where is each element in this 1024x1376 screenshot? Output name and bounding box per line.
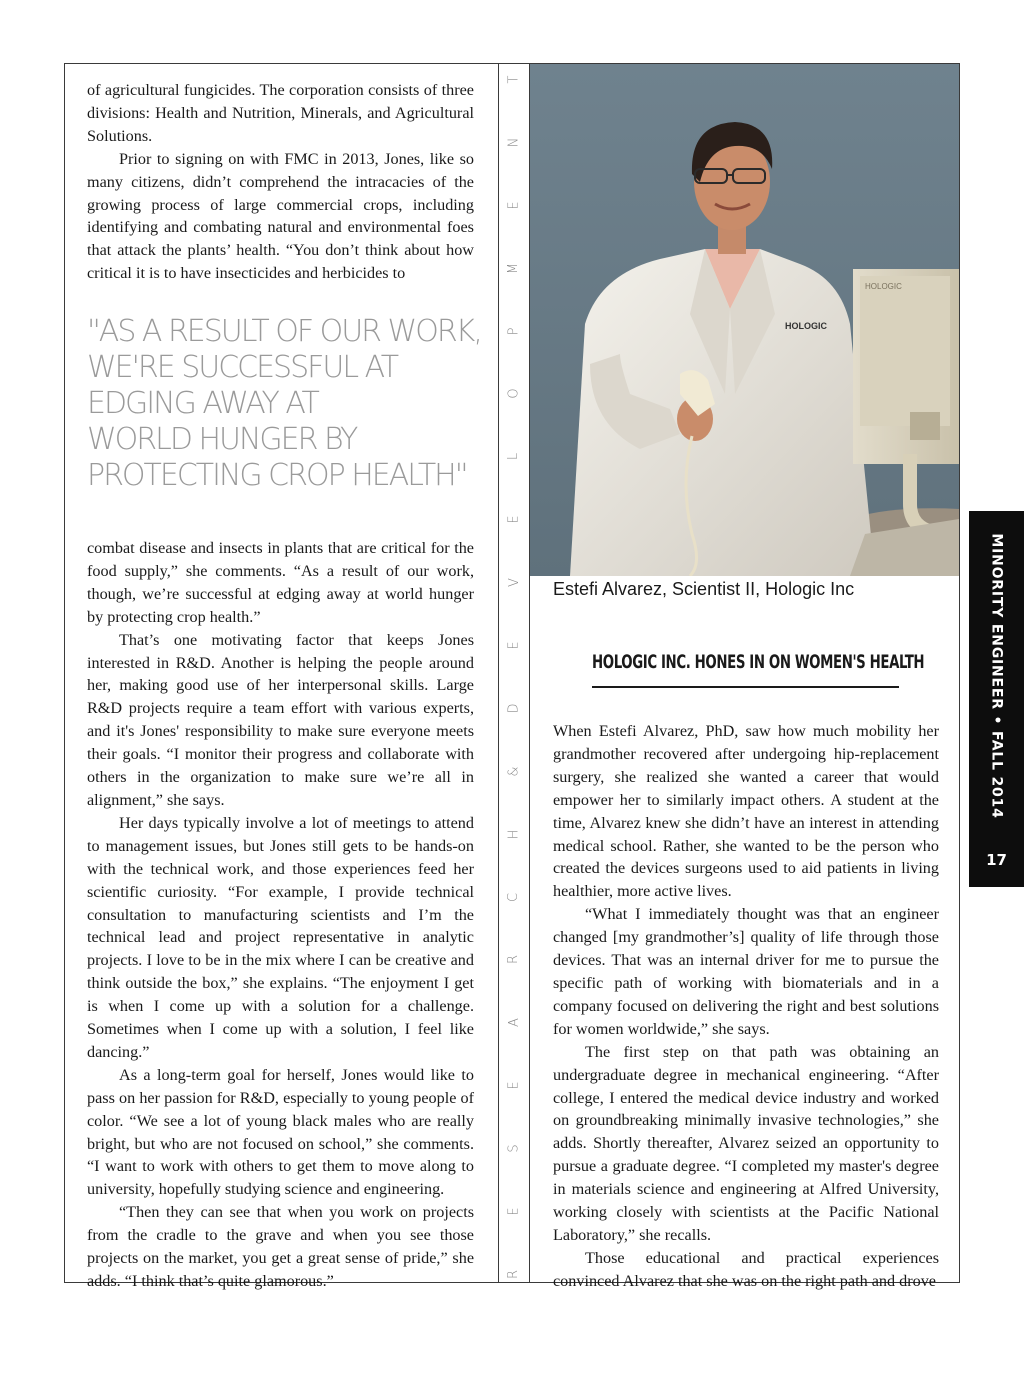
scientist-photo: [530, 64, 959, 576]
paragraph: Her days typically involve a lot of meetings to attend to management issues, but Jones still gets to be hands-on with the technical work, and those experiences feed her scientific curiosity. “For example, I provide technical consultation to manufacturing scientists and I’m the technical lead and project representative in analytic projects. I love to be in the mix where I can be creative and think outside the box,” she explains. “The enjoyment I get is when I come up with a solution for a challenge. Sometimes when I come up with a solution, I feel like dancing.”: [87, 813, 474, 1061]
headline-underline: [592, 686, 899, 688]
section-label-letter: L: [506, 453, 522, 461]
monitor-logo: HOLOGIC: [865, 282, 902, 291]
section-label-letter: D: [506, 703, 522, 714]
section-label-letter: E: [506, 201, 522, 210]
paragraph: The first step on that path was obtaining an undergraduate degree in mechanical engineering. “After college, I entered the medical device industry and worked on groundbreaking minimally invasive technologies,” she adds. Shortly thereafter, Alvarez seized an opportunity to pursue a graduate degree. “I completed my master's degree in materials science and engineering at Alfred University, working closely with scientists at the Pacific National Laboratory,” she recalls.: [553, 1042, 939, 1244]
pull-quote-line: "AS A RESULT OF OUR WORK,: [87, 314, 481, 349]
section-label-letter: H: [506, 829, 522, 840]
section-label-letter: O: [506, 388, 522, 400]
pull-quote-line: WORLD HUNGER BY: [87, 422, 357, 457]
magazine-issue-label: MINORITY ENGINEER • FALL 2014: [988, 533, 1005, 819]
paragraph: That’s one motivating factor that keeps Jones interested in R&D. Another is helping the people around her, making good use of her interpersonal skills. Large R&D projects require a team effort with various experts, and it's Jones' responsibility to make sure everyone meets their goals. “I monitor their progress and collaborate with others in the organization to make sure we’re all in alignment,” she says.: [87, 630, 474, 809]
pull-quote-line: EDGING AWAY AT: [87, 386, 318, 421]
section-label-letter: R: [506, 1269, 522, 1279]
photo-caption: Estefi Alvarez, Scientist II, Hologic Inc: [553, 579, 855, 599]
paragraph: “What I immediately thought was that an engineer changed [my grandmother’s] quality of life through those devices. That was an internal driver for me to pursue the specific path of working with biomaterials and in a company focused on delivering the right and best solutions for women worldwide,” she says.: [553, 905, 939, 1038]
section-label-letter: &: [506, 766, 522, 777]
pull-quote-line: WE'RE SUCCESSFUL AT: [87, 350, 398, 385]
section-label-letter: P: [506, 327, 522, 335]
section-label-letter: E: [506, 1081, 522, 1090]
section-label-letter: E: [506, 641, 522, 650]
section-label-letter: C: [506, 892, 522, 902]
section-label-letter: V: [506, 578, 522, 588]
section-label-letter: S: [506, 1144, 522, 1153]
section-label-letter: A: [506, 1018, 522, 1028]
paragraph: of agricultural fungicides. The corporation consists of three divisions: Health and Nutrition, Minerals, and Agricultural Solutions.: [87, 81, 474, 145]
pull-quote: [87, 314, 487, 494]
section-label-letter: R: [506, 955, 522, 965]
paragraph: combat disease and insects in plants that are critical for the food supply,” she comments. “As a result of our work, though, we’re successful at edging away at world hunger by protecting crop health.”: [87, 539, 474, 626]
section-label-letter: E: [506, 515, 522, 524]
section-label-letter: T: [506, 75, 522, 84]
left-column-bottom: [87, 537, 474, 1293]
paragraph: As a long-term goal for herself, Jones would like to pass on her passion for R&D, especially to young people of color. “We see a lot of young black males who are really bright, but who are not focused on school,” she comments. “I want to work with others to get them to move along to university, hopefully studying science and engineering.: [87, 1065, 474, 1199]
left-column-top: [87, 79, 474, 285]
section-label-vertical: [499, 64, 529, 1284]
section-label-letter: E: [506, 1207, 522, 1216]
coat-logo: HOLOGIC: [785, 321, 827, 331]
paragraph: “Then they can see that when you work on projects from the cradle to the grave and when you see those projects on the market, you get a great sense of pride,” she adds. “I think that’s quite glamorous.”: [87, 1203, 474, 1290]
section-label-letter: N: [506, 137, 522, 148]
page-number: 17: [986, 851, 1007, 869]
photo-illustration: [530, 64, 959, 576]
paragraph: When Estefi Alvarez, PhD, saw how much mobility her grandmother recovered after undergoing hip-replacement surgery, she realized she wanted a career that would empower her to similarly impact others. A student at the time, Alvarez knew she didn’t have an interest in attending medical school. Rather, she wanted to be the person who created the devices surgeons used to aid patients in living healthier, more active lives.: [553, 722, 939, 901]
right-column: [553, 720, 939, 1293]
article-headline: HOLOGIC INC. HONES IN ON WOMEN'S HEALTH: [592, 651, 925, 673]
section-label-letter: M: [506, 262, 522, 274]
pull-quote-line: PROTECTING CROP HEALTH": [87, 458, 467, 493]
paragraph: Prior to signing on with FMC in 2013, Jones, like so many citizens, didn’t comprehend the intracacies of the growing process of large commercial crops, including identifying and combating natural and environmental foes that attack the plants’ health. “You don’t think about how critical it is to have insecticides and herbicides to: [87, 149, 474, 283]
magazine-side-tab: [969, 511, 1024, 887]
paragraph: Those educational and practical experiences convinced Alvarez that she was on the right path and drove: [553, 1248, 939, 1290]
